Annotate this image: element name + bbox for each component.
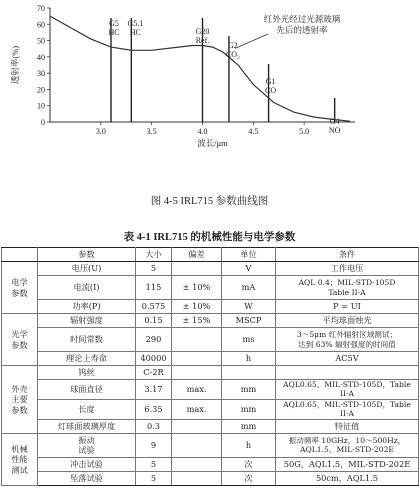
table-row bbox=[2, 314, 419, 328]
cell-condition: AC5V bbox=[276, 352, 419, 366]
row-group-label: 机械 性能 测试 bbox=[2, 433, 38, 485]
cell-condition: 3～5μm 红外辐射区域测试； 达到 63% 辐射强度的时间值 bbox=[276, 328, 419, 352]
cell-unit bbox=[222, 366, 276, 380]
header-param: 参数 bbox=[38, 248, 136, 262]
cell-condition: 平均球面烛光 bbox=[276, 314, 419, 328]
cell-unit: mm bbox=[222, 380, 276, 400]
table-row bbox=[2, 399, 419, 419]
cell-unit: MSCP bbox=[222, 314, 276, 328]
header-unit: 单位 bbox=[222, 248, 276, 262]
cell-size: 5 bbox=[136, 262, 172, 276]
table-row bbox=[2, 276, 419, 300]
table-row bbox=[2, 433, 419, 457]
annotation-text: 红外光经过光源玻璃先后的透射率 bbox=[263, 14, 341, 35]
cell-deviation bbox=[172, 352, 222, 366]
table-row bbox=[2, 300, 419, 314]
y-tick-label: 20 bbox=[37, 85, 45, 95]
x-tick-label: 3.5 bbox=[146, 127, 157, 136]
annotation-leader bbox=[235, 34, 268, 48]
cell-size: 9 bbox=[136, 433, 172, 457]
cell-condition: AQL0.65，MIL-STD-105D，Table II-A bbox=[276, 399, 419, 419]
cell-condition: 振动频率 10GHz，10～500Hz， AQL1.5，MIL-STD-202E bbox=[276, 433, 419, 457]
table-row bbox=[2, 419, 419, 433]
marker-label: G2 CO₂ bbox=[225, 41, 240, 59]
chart-svg bbox=[0, 0, 419, 192]
x-axis-label: 波长/μm bbox=[197, 138, 228, 148]
y-tick-label: 50 bbox=[37, 36, 45, 46]
table-caption: 表 4-1 IRL715 的机械性能与电学参数 bbox=[123, 232, 296, 243]
x-tick-label: 4.0 bbox=[197, 127, 208, 136]
y-tick-label: 30 bbox=[37, 69, 45, 79]
cell-unit: W bbox=[222, 300, 276, 314]
cell-condition: AQL0.65，MIL-STD-105D，Table II-A bbox=[276, 380, 419, 400]
cell-condition: AQL 0.4；MIL-STD-105D Table II-A bbox=[276, 276, 419, 300]
cell-size: 40000 bbox=[136, 352, 172, 366]
x-tick-label: 5.0 bbox=[299, 127, 310, 136]
y-axis-label: 透射率(%) bbox=[10, 45, 20, 85]
cell-deviation bbox=[172, 433, 222, 457]
cell-unit: mm bbox=[222, 399, 276, 419]
cell-param: 时间常数 bbox=[38, 328, 136, 352]
cell-size: 115 bbox=[136, 276, 172, 300]
cell-unit: 次 bbox=[222, 457, 276, 471]
cell-param: 振动 试验 bbox=[38, 433, 136, 457]
cell-deviation bbox=[172, 457, 222, 471]
header-cond: 条件 bbox=[276, 248, 419, 262]
cell-deviation bbox=[172, 262, 222, 276]
cell-param: 理论上寿命 bbox=[38, 352, 136, 366]
y-tick-label: 60 bbox=[37, 20, 45, 30]
header-group bbox=[2, 248, 38, 262]
cell-unit: 次 bbox=[222, 471, 276, 485]
y-tick-label: 40 bbox=[37, 52, 45, 62]
cell-deviation: ± 10% bbox=[172, 300, 222, 314]
figure-caption: 图 4-5 IRL715 参数曲线图 bbox=[150, 196, 269, 207]
table-row bbox=[2, 262, 419, 276]
header-dev: 偏差 bbox=[172, 248, 222, 262]
table-row bbox=[2, 457, 419, 471]
cell-deviation bbox=[172, 471, 222, 485]
cell-size: C-2R bbox=[136, 366, 172, 380]
cell-size: 6.35 bbox=[136, 399, 172, 419]
cell-unit: mm bbox=[222, 419, 276, 433]
cell-unit: V bbox=[222, 262, 276, 276]
cell-unit: h bbox=[222, 433, 276, 457]
x-tick-label: 3.0 bbox=[95, 127, 106, 136]
cell-condition bbox=[276, 366, 419, 380]
cell-param: 功率(P) bbox=[38, 300, 136, 314]
table-header-row bbox=[2, 248, 419, 262]
table-row bbox=[2, 352, 419, 366]
table-row bbox=[2, 366, 419, 380]
cell-size: 5 bbox=[136, 471, 172, 485]
cell-param: 电压(U) bbox=[38, 262, 136, 276]
marker-label: G5.1 HC bbox=[127, 19, 144, 37]
cell-param: 冲击试验 bbox=[38, 457, 136, 471]
cell-size: 0.575 bbox=[136, 300, 172, 314]
cell-param: 钨丝 bbox=[38, 366, 136, 380]
table-row bbox=[2, 471, 419, 485]
table-row bbox=[2, 328, 419, 352]
cell-deviation: ± 15% bbox=[172, 314, 222, 328]
cell-deviation bbox=[172, 328, 222, 352]
table-row bbox=[2, 380, 419, 400]
cell-condition: P = UI bbox=[276, 300, 419, 314]
y-tick-label: 0 bbox=[41, 118, 45, 127]
x-tick-label: 4.5 bbox=[248, 127, 259, 136]
cell-unit: mA bbox=[222, 276, 276, 300]
cell-condition: 50cm，AQL1.5 bbox=[276, 471, 419, 485]
cell-param: 坠落试验 bbox=[38, 471, 136, 485]
marker-label: G20 Ref. bbox=[195, 27, 210, 45]
cell-size: 5 bbox=[136, 457, 172, 471]
cell-size: 3.17 bbox=[136, 380, 172, 400]
cell-param: 球面直径 bbox=[38, 380, 136, 400]
y-tick-label: 10 bbox=[37, 101, 45, 111]
params-table bbox=[1, 247, 419, 486]
marker-label: G1 CO bbox=[265, 77, 277, 95]
cell-condition: 工作电压 bbox=[276, 262, 419, 276]
cell-param: 灯球面玻璃厚度 bbox=[38, 419, 136, 433]
cell-unit: h bbox=[222, 352, 276, 366]
cell-size: 0.15 bbox=[136, 314, 172, 328]
cell-param: 辐射强度 bbox=[38, 314, 136, 328]
cell-deviation: max. bbox=[172, 399, 222, 419]
cell-size: 0.3 bbox=[136, 419, 172, 433]
transmittance-chart bbox=[0, 0, 419, 192]
row-group-label: 外壳 主要 参数 bbox=[2, 366, 38, 434]
cell-deviation: max. bbox=[172, 380, 222, 400]
cell-size: 290 bbox=[136, 328, 172, 352]
cell-deviation: ± 10% bbox=[172, 276, 222, 300]
cell-condition: 50G，AQL1.5，MIL-STD-202E bbox=[276, 457, 419, 471]
cell-deviation bbox=[172, 419, 222, 433]
table-body bbox=[2, 262, 419, 486]
cell-unit: ms bbox=[222, 328, 276, 352]
cell-condition: 特征值 bbox=[276, 419, 419, 433]
marker-label: G4 NO bbox=[328, 117, 341, 135]
y-tick-label: 70 bbox=[37, 4, 45, 13]
cell-param: 长度 bbox=[38, 399, 136, 419]
cell-deviation bbox=[172, 366, 222, 380]
cell-param: 电流(I) bbox=[38, 276, 136, 300]
header-size: 大小 bbox=[136, 248, 172, 262]
marker-label: G5 HC bbox=[108, 19, 120, 37]
row-group-label: 光学 参数 bbox=[2, 314, 38, 366]
row-group-label: 电学 参数 bbox=[2, 262, 38, 314]
